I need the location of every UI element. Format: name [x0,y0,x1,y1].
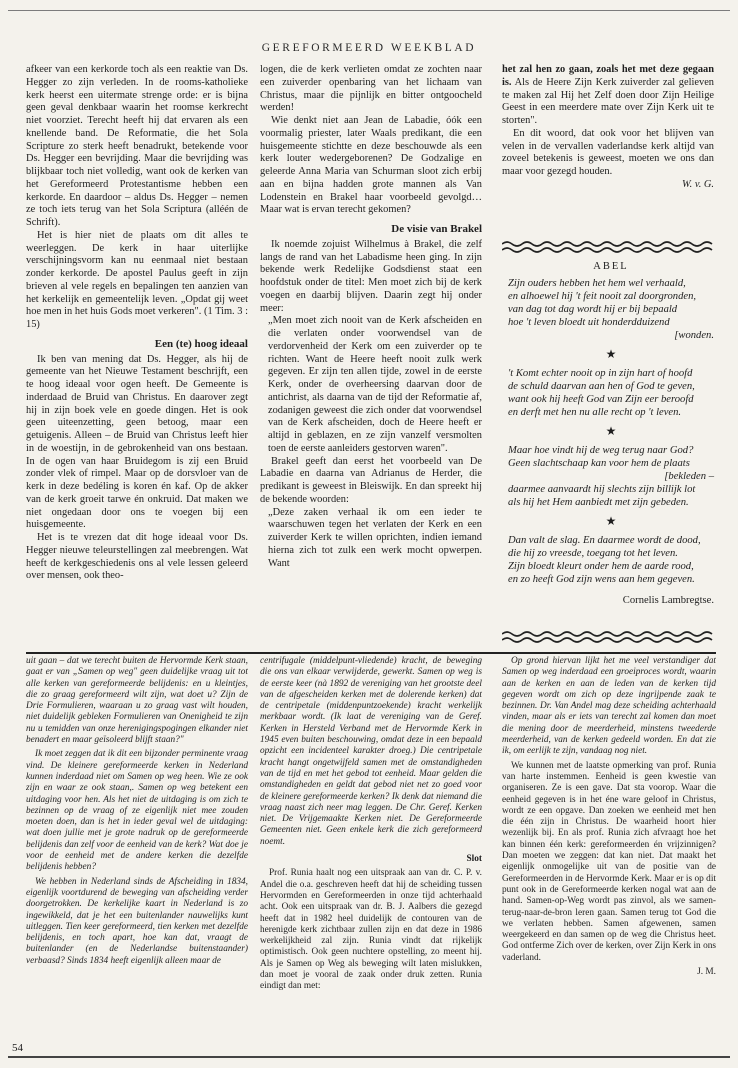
paragraph: We kunnen met de laatste opmerking van prof. Runia van harte instemmen. Eenheid is geen kwestie van organiseren. Ze is een gave. Dat sta voorop. Waar die eenheid gegeven is in het éne ware geloof in Christus, wordt ze een opgave. Dan zoeken we eenheid met hen die één zijn in Christus. De waarheid hoort hier wezenlijk bij. En als prof. Runia zich afvraagt hoe het kan binnen één kerk: gereformeerden én vrijzinnigen? Dan moeten we zeggen: dat kan niet. Dat maakt het eigenlijk onmogelijke uit van de positie van de Gereformeerden in de Hervormde Kerk. Maar er is op dit punt ook in de Gereformeerde kerken nogal wat aan de hand. Samen-op-Weg wordt pas zinvol, als we samen-terug-naar-de-bron leren gaan. Samen terug tot God die we verlaten hebben. Samen afgewenen, samen weergekeerd en dan samen op de weg die Christus heet. God ontferme Zich over de kerken, over Zijn Kerk in ons vaderland. [502,760,716,963]
block-quote: „Deze zaken verhaal ik om een ieder te waarschuwen tegen het verlaten der Kerk en een zuiverder Kerk te willen oprichten, indien iemand hierna zich tot zulk een werk mocht opwerpen. Want [268,506,482,569]
poem-stanza-2 [508,367,714,419]
bottom-rule [8,1056,730,1058]
poem-line: Dan valt de slag. En daarmee wordt de dood, [508,535,701,546]
paragraph: logen, die de kerk verlieten omdat ze zochten naar een zuiverder openbaring van het lichaam van Christus, maar die pijnlijk en bitter ontgoocheld werden! [260,64,482,114]
column-1 [26,64,248,652]
masthead: GEREFORMEERD WEEKBLAD [261,42,477,54]
wave-ornament-bottom [502,630,716,644]
lower-column-2 [260,656,482,1041]
paragraph: Het is hier niet de plaats om dit alles te weerleggen. De kerk in haar uiterlijke verschijningsvorm kan nu eenmaal niet bestaan zonder kerkorde. De apostel Paulus geeft in zijn brieven al vele regels en bepalingen ten aanzien van het kerkelijk en gemeentelijk leven. „Opdat gij weet hoe men in het huis Gods moet verkeren". (1 Tim. 3 : 15) [26,229,248,330]
paragraph: En dit woord, dat ook voor het blijven van velen in de vervallen vaderlandse kerk altijd van zoveel betekenis is geweest, moeten we ons dan maar voor gezegd houden. [502,127,714,177]
paragraph: Wie denkt niet aan Jean de Labadie, óók een voormalig priester, later Waals predikant, die een huisgemeente stichtte en deze beschouwde als een kerk louter wedergeborenen? De Godzalige en geleerde Anna Maria van Schurman sloot zich erbij aan en bijna hadden grote mannen als Van Lodenstein en Brakel haar voorbeeld gevolgd… Maar wat is ervan terecht gekomen? [260,115,482,216]
poem-stanza-1 [508,277,714,342]
poem-line: want ook hij heeft God van Zijn eer beroofd [508,394,694,405]
poem-line: van dag tot dag wordt hij er bij bepaald [508,304,678,315]
paragraph: Ik noemde zojuist Wilhelmus à Brakel, die zelf langs de rand van het Labadisme heen ging. In zijn bekende werk Redelijke Godsdienst staat een hoofdstuk onder de titel: Men moet zich bij de kerk voegen en daarbij blijven. Daarin zegt hij onder meer: [260,238,482,314]
poem-line: Zijn ouders hebben het hem wel verhaald, [508,278,686,289]
star-icon: ★ [605,514,617,528]
poem-stanza-4 [508,534,714,586]
star-icon: ★ [605,424,617,438]
paragraph: afkeer van een kerkorde toch als een reaktie van Ds. Hegger zo zijn verleden. In de rooms-katholieke kerk heerst een uitermate strenge orde: er is bijna geen geval denkbaar waarin het roomse kerkrecht niet voorziet. Terecht heeft hij dat ervaren als een knellende band. De Reformatie, die het Sola Scripture zo sterk heeft benadrukt, betekende voor Ds. Hegger een bevrijding. Maar die bevrijding was blijkbaar toch niet volledig, want ook de kerken van het Gereformeerd Protestantisme hebben een kerkorde. En daardoor – aldus Ds. Hegger – nemen ze toch iets terug van het Sola Scriptura (alléén de Schrift). [26,64,248,228]
poem-line: Maar hoe vindt hij de weg terug naar God? [508,445,694,456]
lower-column-1 [26,656,248,1041]
poem-line: en alhoewel hij 't feit nooit zal doorgronden, [508,291,697,302]
paragraph [502,64,714,128]
poem-line: Zijn bloedt kleurt onder hem de aarde rood, [508,561,694,572]
star-icon: ★ [605,347,617,361]
paragraph: Prof. Runia haalt nog een uitspraak aan van dr. C. P. v. Andel die o.a. geschreven heeft dat hij de scheiding tussen Hervormden en Gereformeerden in onze tijd achterhaald acht. Ook een uitspraak van dr. B. J. Aalbers die gezegd heeft dat in 1982 heel duidelijk de contouren van de herenigde kerk zichtbaar zullen zijn en dat deze in 1986 werkelijkheid zal zijn. Runia vindt dat rijkelijk optimistisch. Ook geen nuchtere opstelling, zo meent hij. Als je Samen op Weg als beweging wilt laten mislukken, dan moet je vooral de zaak onder druk zetten. Runia eindigt dan met: [260,868,482,992]
top-rule [8,10,730,11]
page-number: 54 [12,1042,23,1054]
column-2 [260,64,482,652]
poem-line: als hij het Hem aanbiedt met zijn gebeden. [508,497,689,508]
paragraph: Ik moet zeggen dat ik dit een bijzonder perminente vraag vind. De kleinere gereformeerde kerken in Nederland kunnen inderdaad niet om Samen op weg heen. Wie ze ook zijn en waar ze ook staan,. Samen op weg betekent een uitdaging voor hen. Als het niet de uitdaging is om zich te bezinnen op de vraag of ze eigenlijk niet mee zouden moeten doen, dan is het in ieder geval wel de uitdaging: wat doen jullie met je grote nadruk op de gereformeerde belijdenis dan zelf voor de eenheid van de kerk? Wat doe je voor de eenheid met de andere kerken die dezelfde belijdenis hebben? [26,749,248,873]
signature: W. v. G. [681,178,714,190]
poem-line: 't Komt echter nooit op in zijn hart of hoofd [508,368,693,379]
poem-line: [wonden. [674,330,714,341]
paragraph: uit gaan – dat we terecht buiten de Hervormde Kerk staan, gaat er van „Samen op weg" geen duidelijke vraag uit tot alle kerken van gereformeerde belijdenis: en u kleintjes, die zo graag gereformeerd wilt zijn, wat doet u? Zijn de Drie Formulieren, waaraan u zo graag vast wilt houden, niet duidelijk gebleken Formulieren van Onenigheid te zijn nu u temidden van onze herenigingspogingen elkander niet benadert en maar geïsoleerd blijft staan?" [26,656,248,746]
wave-ornament-top [502,240,716,254]
lower-column-3 [502,656,716,1041]
poem-line: en derft met hen nu alle recht op 't leven. [508,407,682,418]
block-quote: „Men moet zich nooit van de Kerk afscheiden en die verlaten onder voorwendsel van de verdorvenheid der Kerk om een zuiverder op te richten. Want de Heere heeft nooit zulk werk gegeven. Er zijn ten allen tijde, zowel in de eerste Kerk, onder de overheersing daarvan door de antichrist, als daarna van de tijd der Reformatie af, zodanigen geweest die zich onder dat voorwendsel van de Kerk afscheiden, doch de Heere heeft er altijd in geblazen, en ze zijn vanzelf versmolten toen de eerste aanleiders gestorven waren". [268,315,482,454]
paragraph: Ik ben van mening dat Ds. Hegger, als hij de gemeente van het Nieuwe Testament beschrijft, een te hoog ideaal voor ogen heeft. De Gemeente is inderdaad de Bruid van Christus. En daarover zegt hij in zijn boek vele en goede dingen. Het is ook geen uiteenzetting, geen betoog, maar een getuigenis. Alleen – de Bruid van Christus leeft hier in de woestijn, in de gebrokenheid van ons bestaan. In de ogen van haar Bruidegom is zij een Bruid zonder vlek of rimpel. Maar op de dorsvloer van de kerk in deze bedéling is koren én kaf. Op de akker van de kerk groeit tarwe én onkruid. Dat maken we niet ongedaan door ons te voegen bij een huisgemeente. [26,353,248,531]
paragraph: We hebben in Nederland sinds de Afscheiding in 1834, eigenlijk voortdurend de beweging van afscheiding verder doorgetrokken. De kerkelijke kaart in Nederland is zo ingewikkeld, dat je het een buitenlander nauwelijks kunt uitleggen. Tien keer gereformeerd, tien kerken met dezelfde belijdenis, en toch apart, hoe kan dat, vraagt de buitenlander (en de Nederlandse buitenstaander) verbaasd? Sinds 1834 heeft eigenlijk alleen maar de [26,876,248,966]
poem-line: hoe 't leven bloedt uit honderdduizend [508,317,670,328]
poem-title: ABEL [593,261,629,272]
section-heading-brakel: De visie van Brakel [391,223,482,235]
poem-line: daarmee aanvaardt hij slechts zijn billijk lot [508,484,696,495]
poem-stanza-3 [508,444,714,509]
poem-abel [508,260,714,607]
signature: J. M. [697,967,716,978]
poem-line: en zo heeft God zijn wens aan hem gegeven. [508,574,695,585]
column-3 [502,64,714,234]
text: Als de Heere Zijn Kerk zuiverder zal gelieven te maken zal Hij het Zelf doen door Zijn Heilige Geest in een meerdere mate over Zijn Kerk uit te storten". [502,76,714,126]
emphasis: het zal hen zo gaan, zoals het met deze gegaan is. [502,64,714,88]
poem-line: de schuld daarvan aan hen of God te geven, [508,381,695,392]
poem-line: Geen slachtschaap kan voor hem de plaats [508,458,690,469]
section-heading-slot: Slot [466,854,482,865]
paragraph: centrifugale (middelpunt-vliedende) kracht, de beweging die ons van elkaar verwijderde, gewerkt. Samen op weg is de eerste keer (nà 1892 de vereniging van het grootste deel van de afgescheiden kerken met de dolerende kerken) dat de centripetale (middenpuntzoekende) kracht werkelijk merkbaar wordt. (Ik laat de vereniging van de Geref. Kerken in Hersteld Verband met de Hervormde Kerk in 1945 even buiten beschouwing, omdat deze in een bepaald opzicht een incidenteel karakter droeg.) Die centripetale kracht hangt ongetwijfeld samen met de omstandigheden van de tijd en met het gebod tot eenheid. Maar gelden die omstandigheden en geldt dat gebod niet net zo goed voor de kleinere gereformeerde kerken? Ik denk dat niemand die vraag naast zich neer mag leggen. De Chr. Geref. Kerken niet. De Vrijgemaakte Kerken niet. De Gereformeerde Gemeenten niet. Geen enkele kerk die zich gereformeerd noemt. [260,656,482,847]
poem-author: Cornelis Lambregtse. [622,595,714,606]
section-heading-ideaal: Een (te) hoog ideaal [154,337,248,350]
section-divider [26,652,716,654]
poem-line: [bekleden – [664,471,714,482]
paragraph: Het is te vrezen dat dit hoge ideaal voor Ds. Hegger nieuwe teleurstellingen zal meebrengen. Wat heeft de kerkgeschiedenis ons al vele lessen geleerd over mensen, ook theo- [26,532,248,582]
paragraph: Brakel geeft dan eerst het voorbeeld van De Labadie en daarna van Adrianus de Herder, die predikant is geweest in Bleiswijk. En dan spreekt hij de bekende woorden: [260,455,482,505]
paragraph: Op grond hiervan lijkt het me veel verstandiger dat Samen op weg inderdaad een groeiproces wordt, waarin aan de kerken en aan de leden van de kerken tijd gegeven wordt om zich op deze ingrijpende zaak te bezinnen. Dr. Van Andel mag deze scheiding achterhaald vinden, maar als er iets van terecht zal komen dan moet die mening door de meerderheid, minstens tweederde meerderheid, van de kerken gedeeld worden. En dat zie ik, om eerlijk te zijn, vandaag nog niet. [502,656,716,757]
poem-line: die hij zo vreesde, toegang tot het leven. [508,548,678,559]
